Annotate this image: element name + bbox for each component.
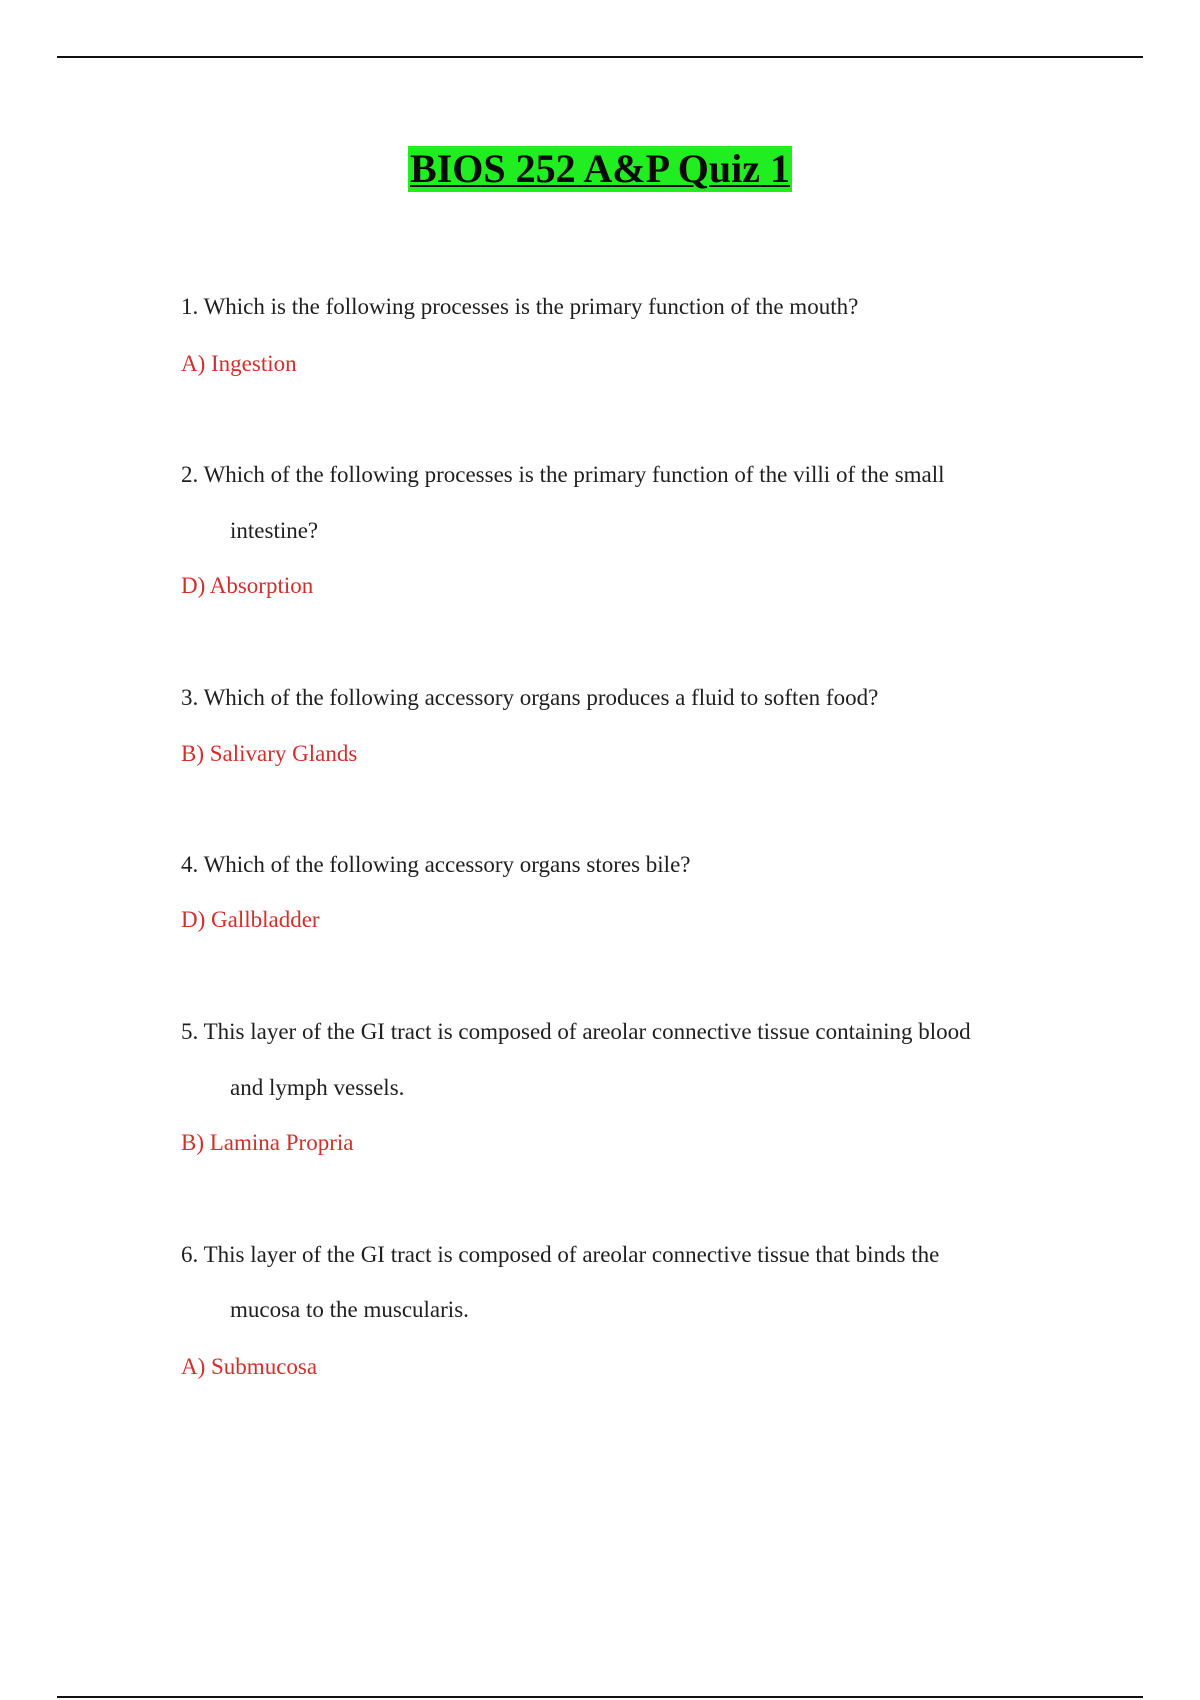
question-1-text: 1. Which is the following processes is the primary function of the mouth?: [181, 294, 859, 319]
top-divider: [57, 56, 1143, 58]
question-5-text-cont: and lymph vessels.: [230, 1075, 405, 1100]
question-1-answer: A) Ingestion: [181, 351, 297, 376]
question-6-text: 6. This layer of the GI tract is composed of areolar connective tissue that binds the: [181, 1242, 940, 1267]
question-2-text-cont: intestine?: [230, 518, 319, 543]
question-5-answer: B) Lamina Propria: [181, 1130, 354, 1155]
question-4-answer: D) Gallbladder: [181, 907, 320, 932]
bottom-divider: [57, 1696, 1143, 1698]
question-6-answer: A) Submucosa: [181, 1354, 318, 1379]
question-4-text: 4. Which of the following accessory organs stores bile?: [181, 852, 691, 877]
question-3-text: 3. Which of the following accessory organs produces a fluid to soften food?: [181, 685, 879, 710]
title-block: [0, 146, 1200, 192]
document-title: BIOS 252 A&P Quiz 1: [409, 146, 791, 191]
question-3-answer: B) Salivary Glands: [181, 741, 358, 766]
question-6-text-cont: mucosa to the muscularis.: [230, 1297, 469, 1322]
question-5-text: 5. This layer of the GI tract is composed of areolar connective tissue containing blood: [181, 1019, 971, 1044]
question-2-answer: D) Absorption: [181, 573, 314, 598]
question-2-text: 2. Which of the following processes is the primary function of the villi of the small: [181, 462, 945, 487]
